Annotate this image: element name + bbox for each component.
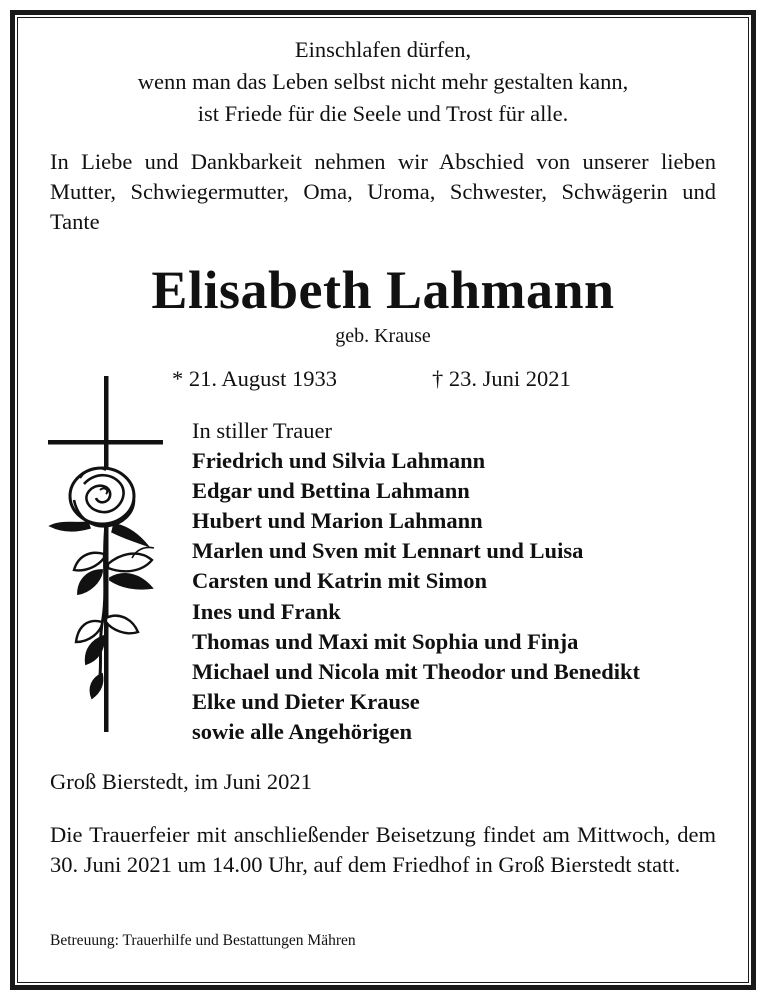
mourner-name: Hubert und Marion Lahmann xyxy=(192,508,483,534)
poem-line: wenn man das Leben selbst nicht mehr gestalten kann, xyxy=(137,69,629,94)
mourner-name: Marlen und Sven mit Lennart und Luisa xyxy=(192,538,584,564)
death-date: † 23. Juni 2021 xyxy=(432,366,571,391)
mourning-lead: In stiller Trauer xyxy=(192,418,332,443)
cross-with-rose-icon xyxy=(44,374,166,734)
poem xyxy=(40,34,726,130)
mourner-name: sowie alle Angehörigen xyxy=(192,718,412,744)
mourner-name: Ines und Frank xyxy=(192,598,341,624)
mourner-name: Thomas und Maxi mit Sophia und Finja xyxy=(192,628,579,654)
birth-date: * 21. August 1933 xyxy=(172,366,338,391)
mourner-name: Elke und Dieter Krause xyxy=(192,688,420,714)
intro-text: In Liebe und Dankbarkeit nehmen wir Abschied von unserer lieben Mutter, Schwiegermutter, Oma, Uroma, Schwester, Schwägerin und Tante xyxy=(50,149,716,234)
mourner-name: Michael und Nicola mit Theodor und Benedikt xyxy=(192,658,640,684)
place-date: Groß Bierstedt, im Juni 2021 xyxy=(50,769,312,794)
poem-line: Einschlafen dürfen, xyxy=(294,37,472,62)
deceased-name: Elisabeth Lahmann xyxy=(151,260,615,320)
mourners-list xyxy=(192,416,640,747)
care-note: Betreuung: Trauerhilfe und Bestattungen Mähren xyxy=(50,932,356,949)
mourner-name: Carsten und Katrin mit Simon xyxy=(192,568,488,594)
mourner-name: Edgar und Bettina Lahmann xyxy=(192,478,470,504)
maiden-name: geb. Krause xyxy=(335,325,431,347)
poem-line: ist Friede für die Seele und Trost für alle. xyxy=(197,101,569,126)
mourner-name: Friedrich und Silvia Lahmann xyxy=(192,448,486,474)
funeral-info: Die Trauerfeier mit anschließender Beisetzung findet am Mittwoch, dem 30. Juni 2021 um 14.00 Uhr, auf dem Friedhof in Groß Bierstedt statt. xyxy=(50,822,716,877)
